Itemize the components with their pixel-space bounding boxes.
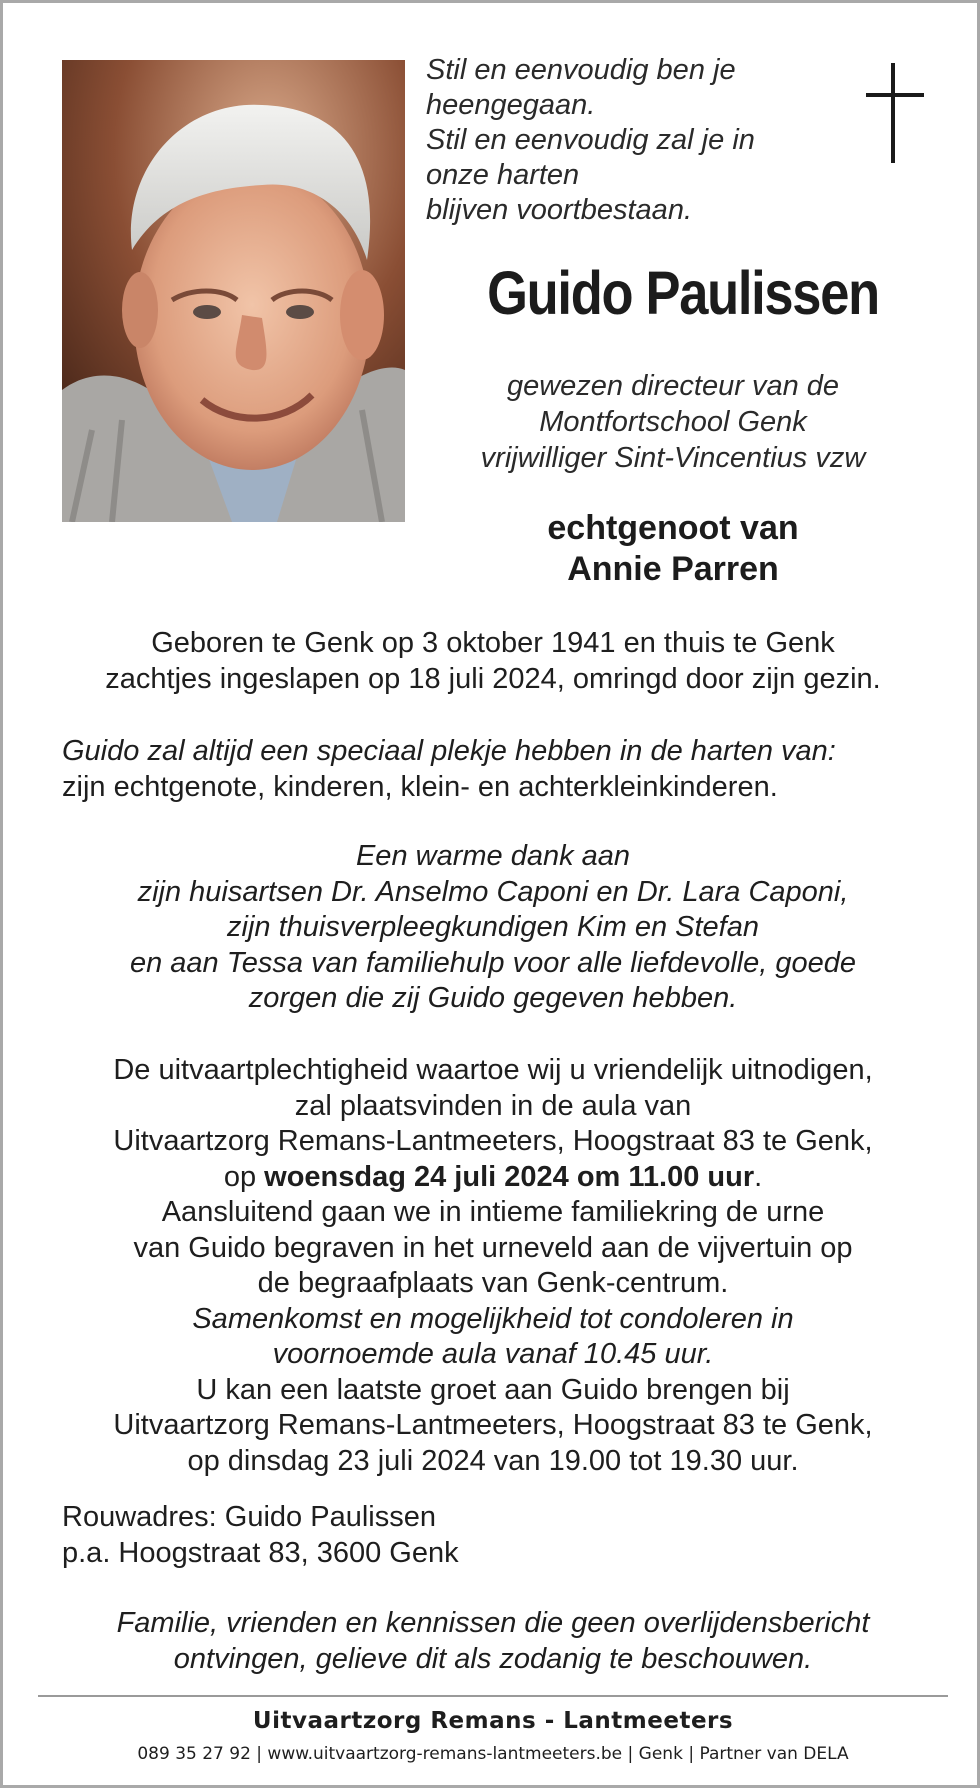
thanks-line: zorgen die zij Guido gegeven hebben.	[248, 982, 738, 1014]
poem-line: heengegaan.	[426, 89, 596, 121]
funeral-home-contact: 089 35 27 92 | www.uitvaartzorg-remans-lantmeeters.be | Genk | Partner van DELA	[137, 1744, 849, 1764]
death-line: zachtjes ingeslapen op 18 juli 2024, omringd door zijn gezin.	[105, 662, 881, 695]
ceremony-line: van Guido begraven in het urneveld aan de vijvertuin op	[133, 1231, 853, 1264]
visit-line: Uitvaartzorg Remans-Lantmeeters, Hoogstraat 83 te Genk,	[113, 1409, 873, 1441]
ceremony-text	[43, 1053, 943, 1479]
family-intro: Guido zal altijd een speciaal plekje hebben in de harten van:	[62, 735, 836, 767]
role-line: gewezen directeur van de	[506, 370, 840, 402]
poem-line: blijven voortbestaan.	[426, 194, 692, 226]
closing-text	[43, 1606, 943, 1677]
condolence-line: voornoemde aula vanaf 10.45 uur.	[272, 1338, 714, 1370]
condolence-line: Samenkomst en mogelijkheid tot condoleren in	[192, 1302, 794, 1335]
ceremony-line: de begraafplaats van Genk-centrum.	[257, 1267, 729, 1299]
ceremony-date: woensdag 24 juli 2024 om 11.00 uur	[264, 1160, 755, 1193]
closing-line: ontvingen, gelieve dit als zodanig te beschouwen.	[173, 1642, 813, 1675]
poem	[426, 53, 796, 228]
address-line: p.a. Hoogstraat 83, 3600 Genk	[62, 1536, 459, 1569]
ceremony-line: De uitvaartplechtigheid waartoe wij u vriendelijk uitnodigen,	[113, 1054, 873, 1086]
thanks-line: zijn huisartsen Dr. Anselmo Caponi en Dr. Lara Caponi,	[137, 875, 849, 908]
thanks-line: en aan Tessa van familiehulp voor alle liefdevolle, goede	[129, 946, 857, 979]
role-line: Montfortschool Genk	[539, 406, 807, 438]
family-text	[62, 734, 962, 805]
address-line: Rouwadres: Guido Paulissen	[62, 1501, 436, 1533]
spouse-name: Annie Parren	[567, 550, 779, 588]
portrait-photo	[62, 60, 405, 522]
birth-line: Geboren te Genk op 3 oktober 1941 en thuis te Genk	[151, 627, 835, 659]
thanks-text	[43, 839, 943, 1017]
visit-line: op dinsdag 23 juli 2024 van 19.00 tot 19.30 uur.	[187, 1444, 799, 1477]
mourning-address	[62, 1500, 962, 1571]
closing-line: Familie, vrienden en kennissen die geen overlijdensbericht	[116, 1607, 870, 1639]
ceremony-date-suffix: .	[754, 1160, 763, 1193]
thanks-line: zijn thuisverpleegkundigen Kim en Stefan	[227, 911, 759, 943]
ceremony-date-prefix: op	[223, 1160, 265, 1193]
spouse-label: echtgenoot van	[547, 509, 799, 547]
ceremony-line: Uitvaartzorg Remans-Lantmeeters, Hoogstraat 83 te Genk,	[113, 1125, 873, 1157]
funeral-home-name: Uitvaartzorg Remans - Lantmeeters	[252, 1708, 734, 1734]
poem-line: Stil en eenvoudig ben je	[426, 54, 736, 86]
poem-line: onze harten	[426, 159, 580, 191]
poem-line: Stil en eenvoudig zal je in	[426, 124, 755, 156]
thanks-line: Een warme dank aan	[355, 840, 631, 872]
family-members: zijn echtgenote, kinderen, klein- en achterkleinkinderen.	[62, 770, 778, 803]
ceremony-line: zal plaatsvinden in de aula van	[294, 1089, 692, 1122]
spouse	[433, 508, 913, 590]
roles	[433, 368, 913, 476]
ceremony-date-line	[43, 1160, 943, 1196]
birth-death-text	[43, 626, 943, 697]
deceased-name: Guido Paulissen	[487, 259, 879, 327]
ceremony-line: Aansluitend gaan we in intieme familiekring de urne	[161, 1196, 825, 1228]
visit-line: U kan een laatste groet aan Guido brengen bij	[196, 1373, 790, 1406]
footer-divider	[38, 1695, 948, 1697]
cross-icon	[866, 63, 924, 163]
role-line: vrijwilliger Sint-Vincentius vzw	[480, 442, 866, 474]
